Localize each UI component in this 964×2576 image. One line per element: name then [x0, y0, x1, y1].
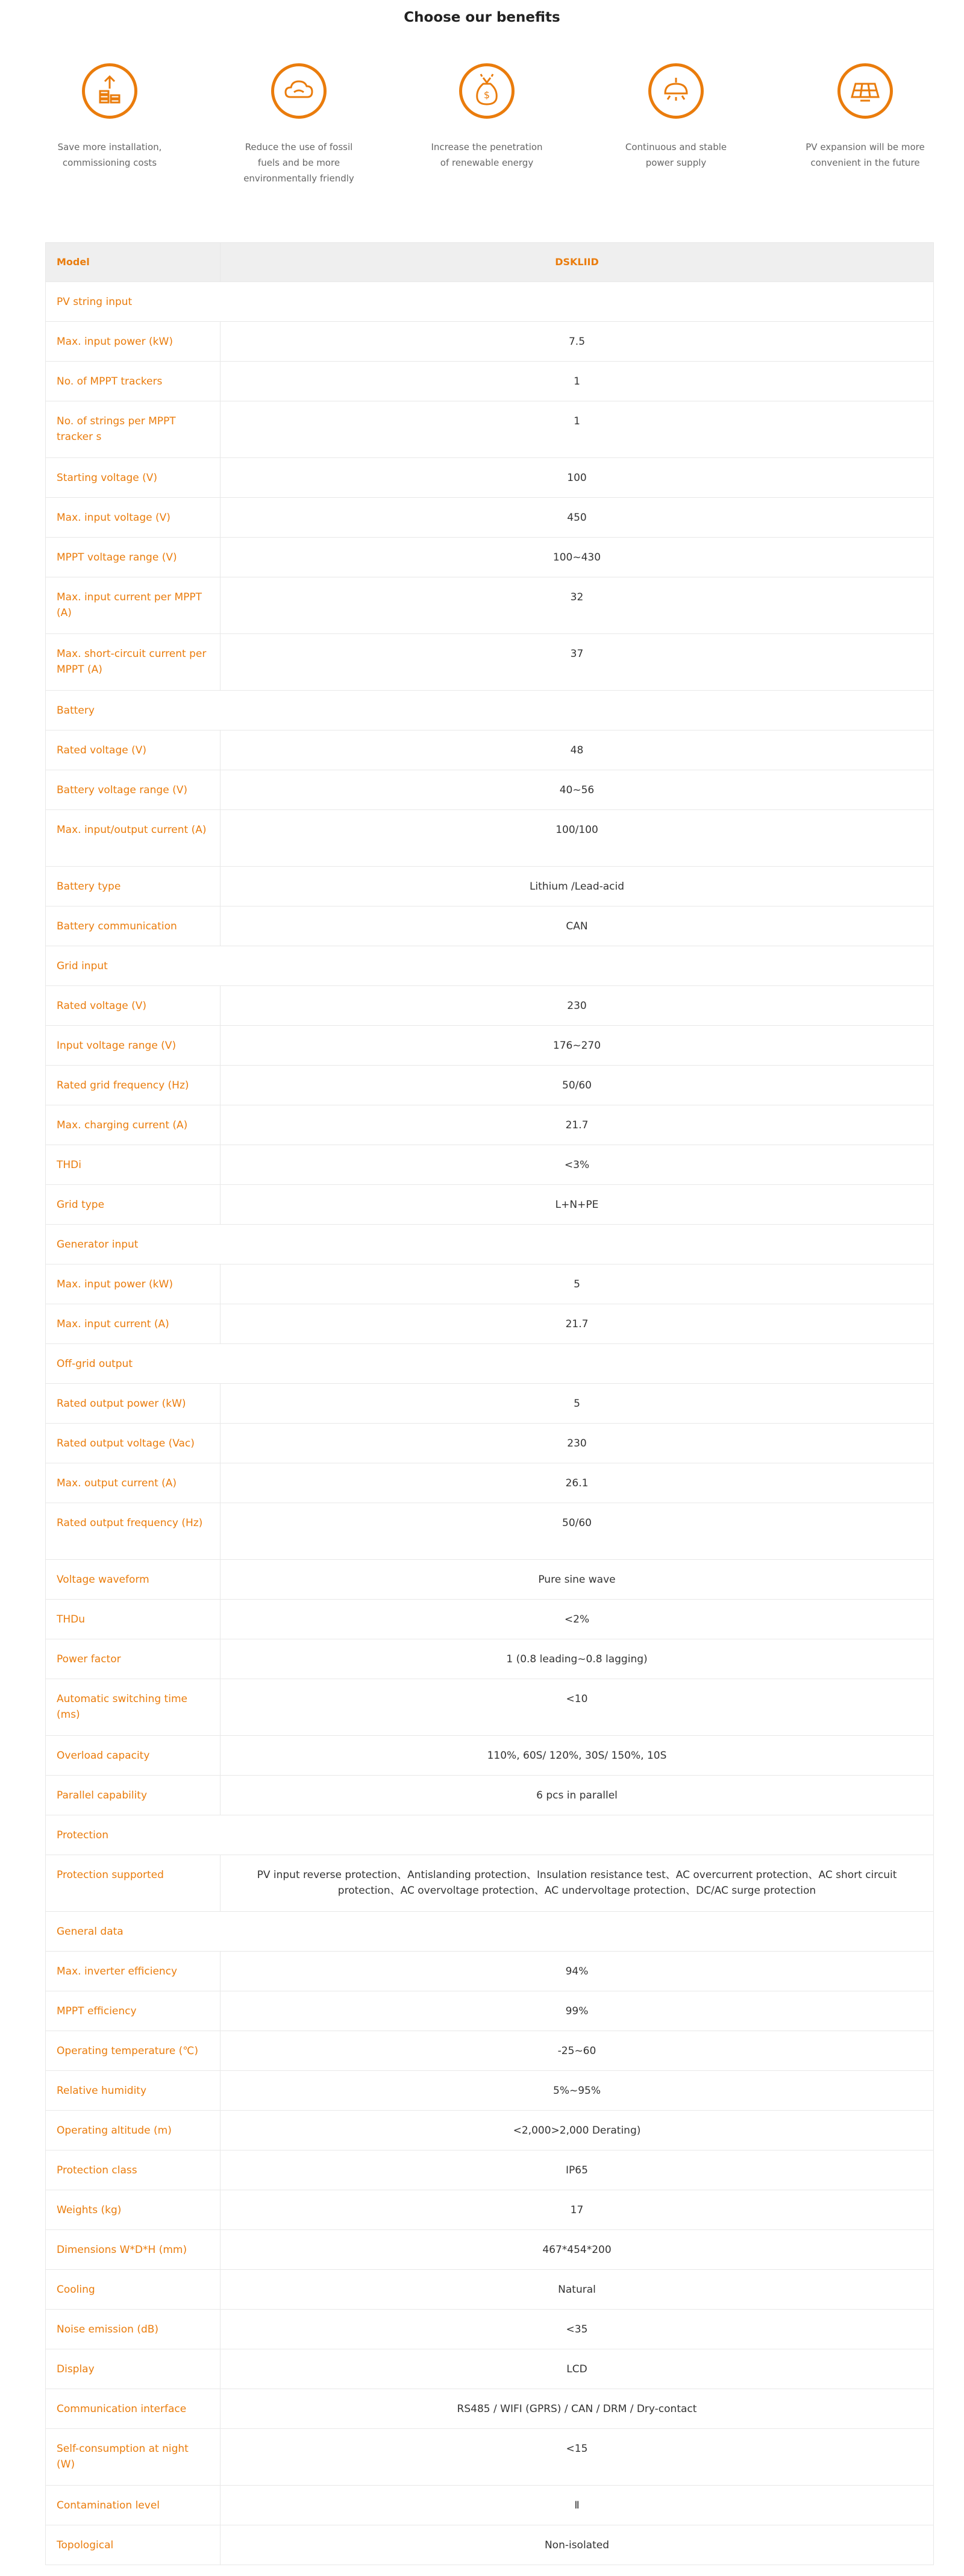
- spec-label: Input voltage range (V): [46, 1026, 221, 1066]
- header-label: Model: [46, 243, 221, 282]
- spec-value: -25~60: [221, 2031, 934, 2071]
- spec-value: 99%: [221, 1991, 934, 2031]
- spec-value: CAN: [221, 906, 934, 946]
- spec-label: Max. input/output current (A): [46, 810, 221, 867]
- benefit-text: Increase the penetration of renewable energy: [431, 142, 543, 168]
- section-title: Protection: [46, 1815, 934, 1855]
- spec-label: Weights (kg): [46, 2190, 221, 2230]
- spec-label: Parallel capability: [46, 1776, 221, 1815]
- spec-value: 100/100: [221, 810, 934, 867]
- spec-label: Max. input current (A): [46, 1304, 221, 1344]
- table-row: [46, 2111, 934, 2150]
- table-row: [46, 498, 934, 538]
- spec-value: 94%: [221, 1952, 934, 1991]
- spec-value: 40~56: [221, 770, 934, 810]
- table-row: [46, 2349, 934, 2389]
- spec-value: 110%, 60S/ 120%, 30S/ 150%, 10S: [221, 1736, 934, 1776]
- benefit-item: [221, 63, 377, 186]
- table-row: [46, 1105, 934, 1145]
- table-row: [46, 906, 934, 946]
- spec-label: No. of strings per MPPT tracker s: [46, 401, 221, 458]
- table-row: [46, 1264, 934, 1304]
- spec-value: 100~430: [221, 538, 934, 577]
- table-row: [46, 810, 934, 867]
- table-row: [46, 730, 934, 770]
- spec-label: Max. input power (kW): [46, 322, 221, 362]
- benefit-item: [598, 63, 754, 171]
- spec-value: <3%: [221, 1145, 934, 1185]
- table-row: [46, 1639, 934, 1679]
- cost-savings-icon: [82, 63, 137, 119]
- spec-label: Max. input power (kW): [46, 1264, 221, 1304]
- spec-label: Rated voltage (V): [46, 730, 221, 770]
- spec-label: Display: [46, 2349, 221, 2389]
- svg-text:$: $: [483, 89, 490, 101]
- section-title: General data: [46, 1912, 934, 1952]
- spec-label: Grid type: [46, 1185, 221, 1225]
- table-row: [46, 2071, 934, 2111]
- table-row: [46, 2486, 934, 2525]
- benefit-text: PV expansion will be more convenient in the future: [806, 142, 925, 168]
- spec-label: Battery type: [46, 867, 221, 906]
- spec-value: <2%: [221, 1600, 934, 1639]
- spec-label: Relative humidity: [46, 2071, 221, 2111]
- spec-label: Max. short-circuit current per MPPT (A): [46, 634, 221, 691]
- spec-label: THDi: [46, 1145, 221, 1185]
- spec-value: <2,000>2,000 Derating): [221, 2111, 934, 2150]
- spec-label: Protection class: [46, 2150, 221, 2190]
- table-row: [46, 2230, 934, 2270]
- benefits-title: Choose our benefits: [404, 10, 560, 25]
- table-row: [46, 1736, 934, 1776]
- spec-label: Max. input current per MPPT (A): [46, 577, 221, 634]
- spec-value: 1 (0.8 leading~0.8 lagging): [221, 1639, 934, 1679]
- spec-value: 21.7: [221, 1304, 934, 1344]
- section-row: [46, 1815, 934, 1855]
- spec-label: Operating altitude (m): [46, 2111, 221, 2150]
- spec-label: Rated voltage (V): [46, 986, 221, 1026]
- table-row: [46, 577, 934, 634]
- spec-value: Non-isolated: [221, 2525, 934, 2565]
- spec-value: 176~270: [221, 1026, 934, 1066]
- spec-value: 5%~95%: [221, 2071, 934, 2111]
- spec-label: Battery voltage range (V): [46, 770, 221, 810]
- spec-value: <35: [221, 2310, 934, 2349]
- table-row: [46, 1185, 934, 1225]
- spec-value: 100: [221, 458, 934, 498]
- table-row: [46, 867, 934, 906]
- spec-label: Topological: [46, 2525, 221, 2565]
- benefit-text: Continuous and stable power supply: [625, 142, 727, 168]
- spec-label: Automatic switching time (ms): [46, 1679, 221, 1736]
- table-row: [46, 2389, 934, 2429]
- spec-label: Max. inverter efficiency: [46, 1952, 221, 1991]
- benefit-item: [408, 63, 565, 171]
- spec-label: Voltage waveform: [46, 1560, 221, 1600]
- table-row: [46, 1503, 934, 1560]
- spec-value: IP65: [221, 2150, 934, 2190]
- spec-label: Rated output power (kW): [46, 1384, 221, 1424]
- table-row: [46, 1991, 934, 2031]
- spec-label: Overload capacity: [46, 1736, 221, 1776]
- table-row: [46, 1463, 934, 1503]
- specs-table: [45, 242, 934, 2565]
- spec-value: 1: [221, 401, 934, 458]
- spec-value: PV input reverse protection、Antislanding protection、Insulation resistance test、AC overcurrent protection、AC short circuit protection、AC overvoltage protection、AC undervoltage protection、DC/AC surge protection: [221, 1855, 934, 1912]
- spec-value: 1: [221, 362, 934, 401]
- table-row: [46, 770, 934, 810]
- section-title: PV string input: [46, 282, 934, 322]
- solar-panel-icon: [837, 63, 893, 119]
- spec-label: MPPT voltage range (V): [46, 538, 221, 577]
- table-row: [46, 458, 934, 498]
- section-row: [46, 282, 934, 322]
- table-row: [46, 401, 934, 458]
- benefit-item: [787, 63, 944, 171]
- spec-label: No. of MPPT trackers: [46, 362, 221, 401]
- benefit-text: Save more installation, commissioning costs: [57, 142, 162, 168]
- spec-value: 6 pcs in parallel: [221, 1776, 934, 1815]
- spec-label: Power factor: [46, 1639, 221, 1679]
- benefit-text: Reduce the use of fossil fuels and be more environmentally friendly: [243, 142, 354, 184]
- spec-value: 21.7: [221, 1105, 934, 1145]
- spec-value: 48: [221, 730, 934, 770]
- money-bag-icon: [459, 63, 515, 119]
- spec-label: Operating temperature (℃): [46, 2031, 221, 2071]
- spec-value: 467*454*200: [221, 2230, 934, 2270]
- spec-value: Natural: [221, 2270, 934, 2310]
- table-row: [46, 2310, 934, 2349]
- table-row: [46, 1424, 934, 1463]
- spec-label: MPPT efficiency: [46, 1991, 221, 2031]
- spec-value: RS485 / WIFI (GPRS) / CAN / DRM / Dry-contact: [221, 2389, 934, 2429]
- table-row: [46, 1145, 934, 1185]
- header-value: DSKLIID: [221, 243, 934, 282]
- table-row: [46, 1560, 934, 1600]
- spec-value: 50/60: [221, 1066, 934, 1105]
- section-title: Generator input: [46, 1225, 934, 1264]
- spec-value: 26.1: [221, 1463, 934, 1503]
- lamp-icon: [648, 63, 704, 119]
- table-row: [46, 2150, 934, 2190]
- spec-value: Lithium /Lead-acid: [221, 867, 934, 906]
- spec-label: Communication interface: [46, 2389, 221, 2429]
- spec-value: 450: [221, 498, 934, 538]
- table-row: [46, 1776, 934, 1815]
- section-row: [46, 1912, 934, 1952]
- spec-label: Max. input voltage (V): [46, 498, 221, 538]
- cloud-icon: [271, 63, 327, 119]
- spec-value: 230: [221, 986, 934, 1026]
- spec-label: Dimensions W*D*H (mm): [46, 2230, 221, 2270]
- spec-value: Ⅱ: [221, 2486, 934, 2525]
- spec-label: Rated grid frequency (Hz): [46, 1066, 221, 1105]
- spec-value: 230: [221, 1424, 934, 1463]
- benefit-item: [31, 63, 188, 171]
- spec-label: Max. charging current (A): [46, 1105, 221, 1145]
- section-title: Battery: [46, 691, 934, 730]
- table-row: [46, 2190, 934, 2230]
- table-row: [46, 1679, 934, 1736]
- table-row: [46, 1066, 934, 1105]
- spec-label: Self-consumption at night (W): [46, 2429, 221, 2486]
- table-row: [46, 2270, 934, 2310]
- spec-value: LCD: [221, 2349, 934, 2389]
- benefits-row: [0, 63, 964, 208]
- section-row: [46, 1344, 934, 1384]
- table-row: [46, 322, 934, 362]
- table-row: [46, 1026, 934, 1066]
- spec-value: <15: [221, 2429, 934, 2486]
- spec-value: 32: [221, 577, 934, 634]
- table-row: [46, 1600, 934, 1639]
- spec-label: Contamination level: [46, 2486, 221, 2525]
- table-row: [46, 538, 934, 577]
- section-row: [46, 946, 934, 986]
- spec-value: <10: [221, 1679, 934, 1736]
- section-title: Grid input: [46, 946, 934, 986]
- table-row: [46, 634, 934, 691]
- table-row: [46, 986, 934, 1026]
- table-row: [46, 1384, 934, 1424]
- spec-label: Starting voltage (V): [46, 458, 221, 498]
- spec-label: Rated output voltage (Vac): [46, 1424, 221, 1463]
- spec-value: 5: [221, 1384, 934, 1424]
- table-row: [46, 2525, 934, 2565]
- spec-value: L+N+PE: [221, 1185, 934, 1225]
- spec-value: 5: [221, 1264, 934, 1304]
- spec-label: Protection supported: [46, 1855, 221, 1912]
- section-title: Off-grid output: [46, 1344, 934, 1384]
- spec-label: THDu: [46, 1600, 221, 1639]
- spec-label: Battery communication: [46, 906, 221, 946]
- table-row: [46, 2429, 934, 2486]
- spec-value: Pure sine wave: [221, 1560, 934, 1600]
- table-row: [46, 1855, 934, 1912]
- table-row: [46, 1952, 934, 1991]
- spec-value: 37: [221, 634, 934, 691]
- spec-value: 50/60: [221, 1503, 934, 1560]
- table-header-row: [46, 243, 934, 282]
- table-row: [46, 1304, 934, 1344]
- spec-value: 7.5: [221, 322, 934, 362]
- spec-label: Max. output current (A): [46, 1463, 221, 1503]
- table-row: [46, 362, 934, 401]
- spec-label: Rated output frequency (Hz): [46, 1503, 221, 1560]
- spec-value: 17: [221, 2190, 934, 2230]
- section-row: [46, 1225, 934, 1264]
- table-row: [46, 2031, 934, 2071]
- section-row: [46, 691, 934, 730]
- spec-label: Cooling: [46, 2270, 221, 2310]
- spec-label: Noise emission (dB): [46, 2310, 221, 2349]
